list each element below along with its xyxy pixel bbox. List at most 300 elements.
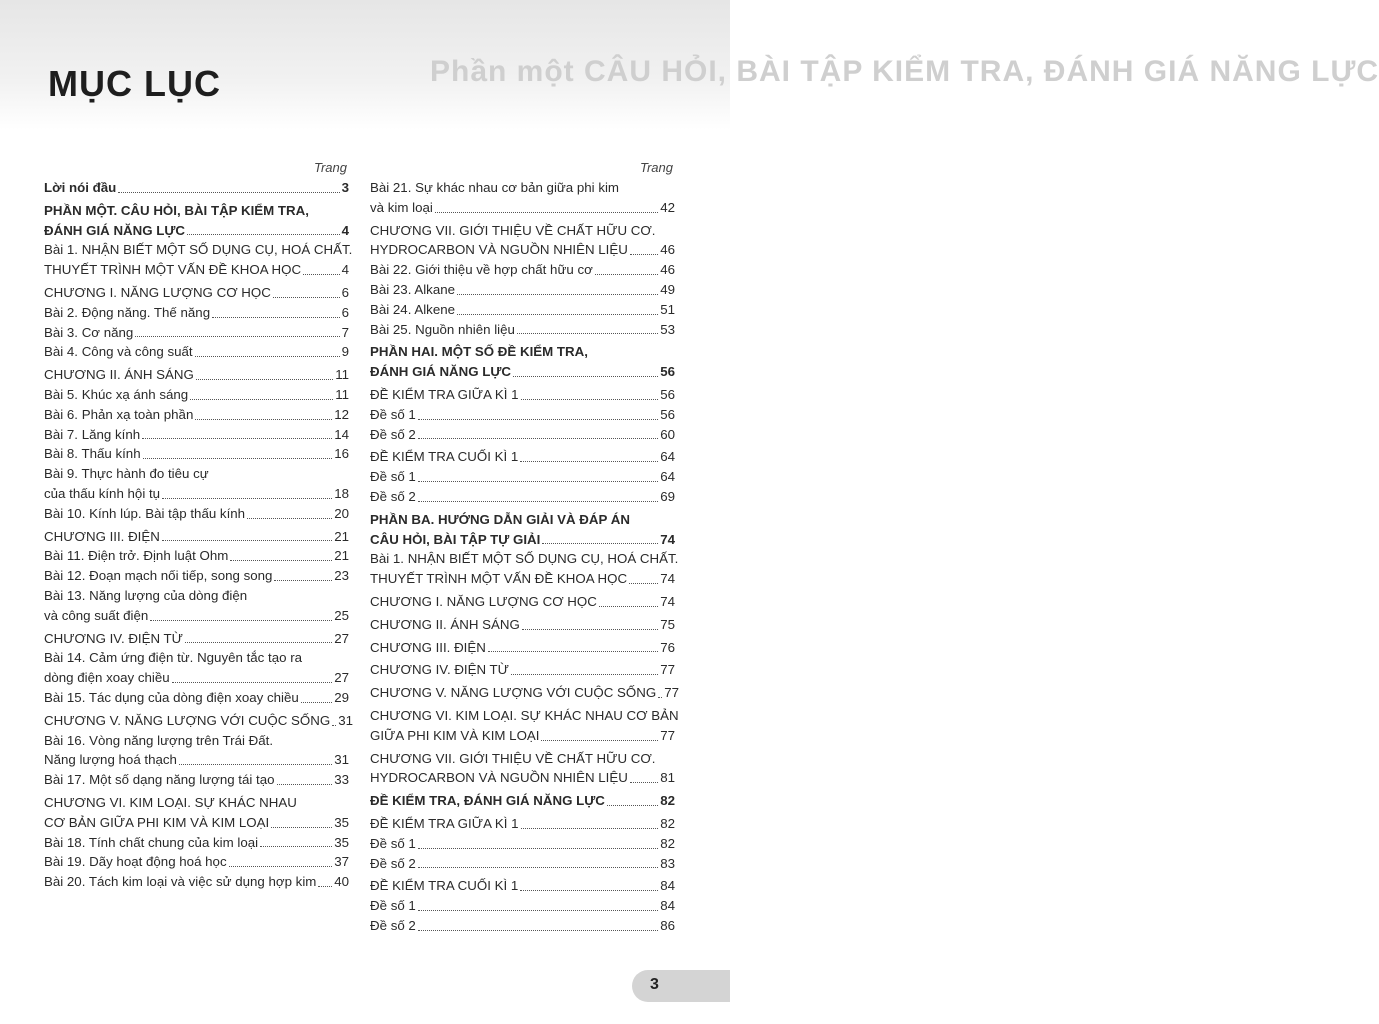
toc-entry-title: của thấu kính hội tụ (44, 485, 161, 501)
toc-entry-row (370, 768, 675, 788)
toc-entry-title-line: CHƯƠNG VI. KIM LOẠI. SỰ KHÁC NHAU (44, 794, 297, 810)
toc-entry-page: 56 (660, 406, 675, 422)
dot-leader (418, 848, 658, 849)
toc-entry (44, 527, 349, 547)
toc-entry-title: Bài 6. Phản xạ toàn phần (44, 406, 194, 422)
toc-entry (44, 731, 349, 771)
toc-entry-page: 40 (334, 874, 349, 890)
toc-entry (370, 876, 675, 896)
toc-entry-row (370, 615, 675, 635)
toc-entry-title: Bài 20. Tách kim loại và việc sử dụng hợp kim (44, 874, 317, 890)
toc-entry-page: 46 (660, 242, 675, 258)
toc-entry-page: 64 (660, 469, 675, 485)
toc-entry-page: 31 (334, 752, 349, 768)
dot-leader (517, 333, 658, 334)
toc-entry-title: Bài 10. Kính lúp. Bài tập thấu kính (44, 505, 246, 521)
toc-entry-title: Đề số 1 (370, 835, 416, 851)
toc-entry (44, 240, 353, 280)
toc-entry-title-line: CHƯƠNG VI. KIM LOẠI. SỰ KHÁC NHAU CƠ BẢN (370, 707, 679, 723)
dot-leader (599, 606, 658, 607)
toc-entry-page: 49 (660, 281, 675, 297)
dot-leader (629, 583, 658, 584)
dot-leader (196, 379, 333, 380)
toc-entry-title: GIỮA PHI KIM VÀ KIM LOẠI (370, 727, 540, 743)
toc-entry-title: Bài 3. Cơ năng (44, 324, 134, 340)
toc-entry-row (44, 283, 349, 303)
toc-entry-row (44, 770, 349, 790)
toc-entry-page: 69 (660, 488, 675, 504)
toc-entry (370, 791, 675, 811)
header-ghost-text: Phần một CÂU HỎI, BÀI TẬP KIỂM TRA, ĐÁNH GIÁ NĂNG LỰC (430, 55, 1379, 88)
toc-entry-page: 74 (660, 531, 675, 547)
toc-entry-page: 33 (334, 772, 349, 788)
toc-entry-page: 74 (660, 593, 675, 609)
toc-entry-title: Bài 18. Tính chất chung của kim loại (44, 834, 259, 850)
toc-entry-title: CHƯƠNG I. NĂNG LƯỢNG CƠ HỌC (44, 284, 271, 300)
toc-entry-title: Bài 22. Giới thiệu về hợp chất hữu cơ (370, 262, 593, 278)
toc-entry (44, 504, 349, 524)
toc-entry (370, 280, 675, 300)
toc-entry-row (44, 527, 349, 547)
toc-entry-page: 27 (334, 670, 349, 686)
toc-entry-page: 31 (338, 712, 353, 728)
toc-entry-title: THUYẾT TRÌNH MỘT VẤN ĐỀ KHOA HỌC (370, 571, 628, 587)
toc-entry-page: 56 (660, 386, 675, 402)
toc-entry-title: Đề số 2 (370, 917, 416, 933)
toc-entry-title: và kim loại (370, 199, 433, 215)
toc-entry-row (370, 876, 675, 896)
page-number-tab (632, 970, 730, 1002)
toc-entry-row (370, 854, 675, 874)
toc-entry-title: CHƯƠNG II. ÁNH SÁNG (370, 616, 520, 632)
toc-entry (44, 283, 349, 303)
dot-leader (301, 702, 332, 703)
toc-entry (44, 405, 349, 425)
toc-entry (44, 688, 349, 708)
toc-entry-page: 84 (660, 878, 675, 894)
dot-leader (542, 543, 658, 544)
toc-entry-row (44, 546, 349, 566)
toc-entry-row (370, 385, 675, 405)
toc-entry (370, 221, 675, 261)
toc-entry (370, 300, 675, 320)
toc-entry-title-line: Bài 16. Vòng năng lượng trên Trái Đất. (44, 732, 274, 748)
toc-entry-row (44, 711, 353, 731)
toc-entry-row (370, 638, 675, 658)
toc-entry-title: Bài 8. Thấu kính (44, 446, 141, 462)
toc-entry-row (44, 425, 349, 445)
toc-entry-row (44, 444, 349, 464)
toc-entry-page: 64 (660, 449, 675, 465)
dot-leader (520, 890, 658, 891)
toc-entry-row (370, 916, 675, 936)
toc-entry (44, 303, 349, 323)
toc-entry-title: Đề số 1 (370, 469, 416, 485)
toc-entry-title: THUYẾT TRÌNH MỘT VẤN ĐỀ KHOA HỌC (44, 262, 302, 278)
toc-entry (370, 405, 675, 425)
toc-entry-title: Đề số 1 (370, 406, 416, 422)
dot-leader (418, 867, 658, 868)
toc-entry (44, 385, 349, 405)
dot-leader (418, 438, 658, 439)
toc-entry (370, 510, 675, 550)
dot-leader (521, 828, 659, 829)
toc-entry-row (370, 896, 675, 916)
toc-entry-title-line: PHẦN HAI. MỘT SỐ ĐỀ KIỂM TRA, (370, 344, 588, 360)
toc-entry-title: Đề số 1 (370, 898, 416, 914)
toc-entry (44, 365, 349, 385)
toc-entry (44, 425, 349, 445)
toc-entry-page: 11 (335, 386, 349, 402)
toc-entry (370, 467, 675, 487)
dot-leader (658, 697, 662, 698)
toc-entry-page: 6 (341, 284, 349, 300)
dot-leader (595, 274, 658, 275)
toc-entry (370, 320, 675, 340)
toc-entry-page: 83 (660, 855, 675, 871)
toc-entry (44, 566, 349, 586)
toc-entry-row (370, 530, 675, 550)
toc-entry-title: Bài 23. Alkane (370, 281, 456, 297)
toc-entry-row (370, 280, 675, 300)
toc-entry-title-line: CHƯƠNG VII. GIỚI THIỆU VỀ CHẤT HỮU CƠ. (370, 222, 656, 238)
toc-entry (370, 487, 675, 507)
page-title: MỤC LỤC (48, 63, 221, 104)
toc-entry-title: Đề số 2 (370, 855, 416, 871)
toc-entry-title: Bài 7. Lăng kính (44, 426, 141, 442)
toc-entry-page: 75 (660, 616, 675, 632)
toc-entry-title: CHƯƠNG IV. ĐIỆN TỪ (44, 630, 184, 646)
toc-entry (370, 916, 675, 936)
dot-leader (418, 501, 658, 502)
dot-leader (630, 782, 658, 783)
toc-entry-row (370, 240, 675, 260)
dot-leader (271, 827, 332, 828)
toc-entry-page: 76 (660, 639, 675, 655)
toc-entry (370, 706, 679, 746)
trang-label: Trang (314, 160, 347, 175)
toc-entry-page: 42 (660, 199, 675, 215)
dot-leader (457, 314, 658, 315)
toc-entry (370, 425, 675, 445)
dot-leader (162, 540, 332, 541)
dot-leader (511, 674, 658, 675)
dot-leader (247, 518, 332, 519)
toc-entry-page: 77 (664, 685, 679, 701)
toc-entry-title: Bài 12. Đoạn mạch nối tiếp, song song (44, 568, 273, 584)
toc-entry-title: HYDROCARBON VÀ NGUỒN NHIÊN LIỆU (370, 770, 628, 786)
page-number: 3 (650, 976, 659, 993)
dot-leader (418, 419, 658, 420)
toc-entry-row (370, 592, 675, 612)
toc-entry-title: Bài 5. Khúc xạ ánh sáng (44, 386, 189, 402)
toc-entry-title: CHƯƠNG III. ĐIỆN (370, 639, 486, 655)
toc-entry-title-line: Bài 1. NHẬN BIẾT MỘT SỐ DỤNG CỤ, HOÁ CHẤT. (44, 242, 353, 258)
dot-leader (172, 682, 333, 683)
toc-entry-page: 84 (660, 898, 675, 914)
toc-entry-title: CHƯƠNG III. ĐIỆN (44, 528, 160, 544)
toc-entry-title: ĐỀ KIỂM TRA, ĐÁNH GIÁ NĂNG LỰC (370, 793, 605, 809)
toc-entry-page: 82 (660, 793, 675, 809)
toc-entry-title: ĐÁNH GIÁ NĂNG LỰC (44, 222, 186, 238)
toc-entry-row (44, 484, 349, 504)
toc-entry-page: 35 (334, 834, 349, 850)
toc-entry (370, 638, 675, 658)
toc-entry-title: HYDROCARBON VÀ NGUỒN NHIÊN LIỆU (370, 242, 628, 258)
toc-entry-row (44, 813, 349, 833)
toc-entry-row (370, 260, 675, 280)
dot-leader (332, 725, 336, 726)
toc-entry (44, 201, 349, 241)
toc-entry-title-line: Bài 13. Năng lượng của dòng điện (44, 587, 248, 603)
toc-entry (370, 447, 675, 467)
toc-entry-row (370, 834, 675, 854)
toc-entry-title: ĐỀ KIỂM TRA CUỐI KÌ 1 (370, 878, 519, 894)
toc-entry-page: 51 (660, 301, 675, 317)
toc-entry-page: 74 (660, 571, 675, 587)
dot-leader (135, 336, 339, 337)
toc-entry-row (370, 447, 675, 467)
toc-entry-title: Năng lượng hoá thạch (44, 752, 177, 768)
toc-entry (370, 342, 675, 382)
toc-entry (370, 178, 675, 218)
toc-entry (370, 385, 675, 405)
toc-entry-page: 4 (341, 262, 349, 278)
toc-entry (44, 711, 353, 731)
dot-leader (195, 419, 332, 420)
toc-entry-row (370, 660, 675, 680)
toc-entry-page: 86 (660, 917, 675, 933)
toc-entry-title: ĐÁNH GIÁ NĂNG LỰC (370, 364, 512, 380)
toc-entry-row (370, 320, 675, 340)
toc-entry-page: 9 (341, 344, 349, 360)
dot-leader (179, 764, 332, 765)
toc-entry-page: 81 (660, 770, 675, 786)
toc-entry-row (370, 726, 675, 746)
dot-leader (520, 461, 658, 462)
toc-entry-title: Bài 4. Công và công suất (44, 344, 193, 360)
toc-entry-title: CHƯƠNG I. NĂNG LƯỢNG CƠ HỌC (370, 593, 597, 609)
toc-entry-row (44, 178, 349, 198)
dot-leader (418, 481, 658, 482)
dot-leader (190, 399, 333, 400)
toc-entry-page: 82 (660, 815, 675, 831)
toc-entry-row (44, 303, 349, 323)
dot-leader (607, 805, 658, 806)
toc-entry-title-line: Bài 1. NHẬN BIẾT MỘT SỐ DỤNG CỤ, HOÁ CHẤT. (370, 551, 679, 567)
toc-entry (44, 852, 349, 872)
toc-entry-row (370, 300, 675, 320)
dot-leader (274, 580, 332, 581)
toc-entry-title-line: Bài 21. Sự khác nhau cơ bản giữa phi kim (370, 180, 620, 195)
toc-entry-row (44, 323, 349, 343)
dot-leader (260, 846, 332, 847)
dot-leader (195, 356, 340, 357)
toc-entry-page: 77 (660, 662, 675, 678)
toc-entry (44, 323, 349, 343)
dot-leader (630, 254, 658, 255)
dot-leader (185, 642, 332, 643)
dot-leader (212, 317, 339, 318)
dot-leader (318, 886, 332, 887)
toc-entry (370, 834, 675, 854)
toc-entry (370, 549, 679, 589)
toc-entry-row (370, 425, 675, 445)
toc-entry-title: ĐỀ KIỂM TRA CUỐI KÌ 1 (370, 449, 519, 465)
toc-right-list (370, 178, 679, 936)
toc-entry-row (44, 606, 349, 626)
toc-entry (370, 749, 675, 789)
toc-entry-page: 14 (334, 426, 349, 442)
toc-entry (44, 586, 349, 626)
toc-entry-title: Đề số 2 (370, 488, 416, 504)
toc-entry-title-line: Bài 14. Cảm ứng điện từ. Nguyên tắc tạo ra (44, 650, 303, 666)
dot-leader (230, 560, 332, 561)
dot-leader (457, 294, 658, 295)
toc-entry (44, 793, 349, 833)
toc-entry (44, 872, 349, 892)
toc-entry-title-line: PHẦN BA. HƯỚNG DẪN GIẢI VÀ ĐÁP ÁN (370, 511, 631, 527)
toc-right-column (370, 158, 679, 936)
toc-entry-row (44, 668, 349, 688)
toc-entry-row (44, 852, 349, 872)
toc-entry-title: dòng điện xoay chiều (44, 670, 170, 686)
dot-leader (435, 212, 658, 213)
toc-entry-page: 18 (334, 485, 349, 501)
dot-leader (418, 930, 658, 931)
toc-entry-page: 27 (334, 630, 349, 646)
toc-entry (44, 444, 349, 464)
toc-entry-title: CHƯƠNG V. NĂNG LƯỢNG VỚI CUỘC SỐNG (44, 712, 331, 728)
dot-leader (187, 234, 340, 235)
toc-entry-row (370, 198, 675, 218)
toc-entry-row (44, 566, 349, 586)
toc-entry-row (44, 385, 349, 405)
toc-entry-row (44, 342, 349, 362)
toc-entry (44, 648, 349, 688)
toc-entry-row (44, 833, 349, 853)
dot-leader (488, 651, 658, 652)
dot-leader (541, 740, 658, 741)
toc-entry-title: ĐỀ KIỂM TRA GIỮA KÌ 1 (370, 386, 519, 402)
dot-leader (229, 866, 333, 867)
toc-entry-row (44, 629, 349, 649)
toc-entry (44, 833, 349, 853)
toc-entry-title: Bài 11. Điện trở. Định luật Ohm (44, 548, 229, 564)
toc-entry (44, 770, 349, 790)
toc-entry-title: Lời nói đầu (44, 180, 117, 195)
trang-label: Trang (640, 160, 673, 175)
toc-entry-title: Bài 17. Một số dạng năng lượng tái tạo (44, 772, 275, 788)
toc-entry-page: 82 (660, 835, 675, 851)
toc-entry-page: 77 (660, 727, 675, 743)
toc-entry-row (370, 487, 675, 507)
toc-entry (370, 683, 679, 703)
toc-entry-title: Bài 2. Động năng. Thế năng (44, 304, 211, 320)
toc-entry-page: 35 (334, 814, 349, 830)
toc-entry (44, 629, 349, 649)
toc-entry-title: CƠ BẢN GIỮA PHI KIM VÀ KIM LOẠI (44, 814, 270, 830)
toc-entry (370, 814, 675, 834)
toc-entry-row (370, 467, 675, 487)
dot-leader (513, 376, 658, 377)
dot-leader (418, 910, 658, 911)
toc-entry-page: 21 (334, 548, 349, 564)
toc-entry-row (44, 872, 349, 892)
toc-entry (44, 178, 349, 198)
toc-entry-page: 12 (334, 406, 349, 422)
toc-entry-title: Bài 24. Alkene (370, 301, 456, 317)
toc-entry-title: và công suất điện (44, 607, 149, 623)
toc-entry-page: 53 (660, 321, 675, 337)
toc-entry-row (370, 362, 675, 382)
toc-entry-page: 20 (334, 505, 349, 521)
toc-entry-page: 46 (660, 262, 675, 278)
toc-entry-title: ĐỀ KIỂM TRA GIỮA KÌ 1 (370, 815, 519, 831)
toc-entry-row (44, 504, 349, 524)
toc-entry-page: 37 (334, 854, 349, 870)
toc-entry-page: 25 (334, 607, 349, 623)
dot-leader (150, 620, 332, 621)
toc-left-list (44, 178, 353, 892)
toc-entry (44, 342, 349, 362)
toc-entry-title-line: PHẦN MỘT. CÂU HỎI, BÀI TẬP KIỂM TRA, (44, 202, 309, 218)
toc-entry-title-line: Bài 9. Thực hành đo tiêu cự (44, 466, 209, 482)
toc-entry-row (44, 405, 349, 425)
dot-leader (143, 458, 333, 459)
toc-entry-row (370, 569, 675, 589)
toc-entry-title: Đề số 2 (370, 426, 416, 442)
toc-entry-row (44, 260, 349, 280)
toc-entry (370, 260, 675, 280)
toc-entry-title-line: CHƯƠNG VII. GIỚI THIỆU VỀ CHẤT HỮU CƠ. (370, 750, 656, 766)
toc-entry (44, 546, 349, 566)
toc-entry-row (370, 791, 675, 811)
toc-entry-row (370, 405, 675, 425)
toc-entry-row (370, 683, 679, 703)
dot-leader (277, 784, 333, 785)
toc-entry-page: 29 (334, 689, 349, 705)
toc-entry-row (44, 365, 349, 385)
toc-entry-title: CHƯƠNG IV. ĐIỆN TỪ (370, 662, 510, 678)
toc-entry-page: 7 (341, 324, 349, 340)
toc-entry-page: 16 (334, 446, 349, 462)
toc-entry (44, 464, 349, 504)
toc-entry-page: 56 (660, 364, 675, 380)
toc-entry-row (44, 688, 349, 708)
dot-leader (162, 498, 332, 499)
toc-entry-page: 11 (335, 367, 349, 383)
toc-entry-page: 23 (334, 568, 349, 584)
toc-entry-row (44, 750, 349, 770)
toc-entry-title: Bài 25. Nguồn nhiên liệu (370, 321, 515, 337)
toc-entry-page: 3 (341, 180, 349, 195)
toc-entry-title: CÂU HỎI, BÀI TẬP TỰ GIẢI (370, 531, 541, 547)
toc-entry (370, 592, 675, 612)
toc-entry-title: Bài 15. Tác dụng của dòng điện xoay chiều (44, 689, 299, 705)
toc-entry (370, 615, 675, 635)
toc-entry-row (370, 814, 675, 834)
dot-leader (273, 297, 340, 298)
toc-entry-page: 60 (660, 426, 675, 442)
toc-entry (370, 854, 675, 874)
dot-leader (521, 399, 659, 400)
toc-entry-page: 21 (334, 528, 349, 544)
toc-entry-title: CHƯƠNG II. ÁNH SÁNG (44, 367, 194, 383)
dot-leader (118, 192, 339, 193)
dot-leader (522, 629, 658, 630)
toc-entry (370, 660, 675, 680)
